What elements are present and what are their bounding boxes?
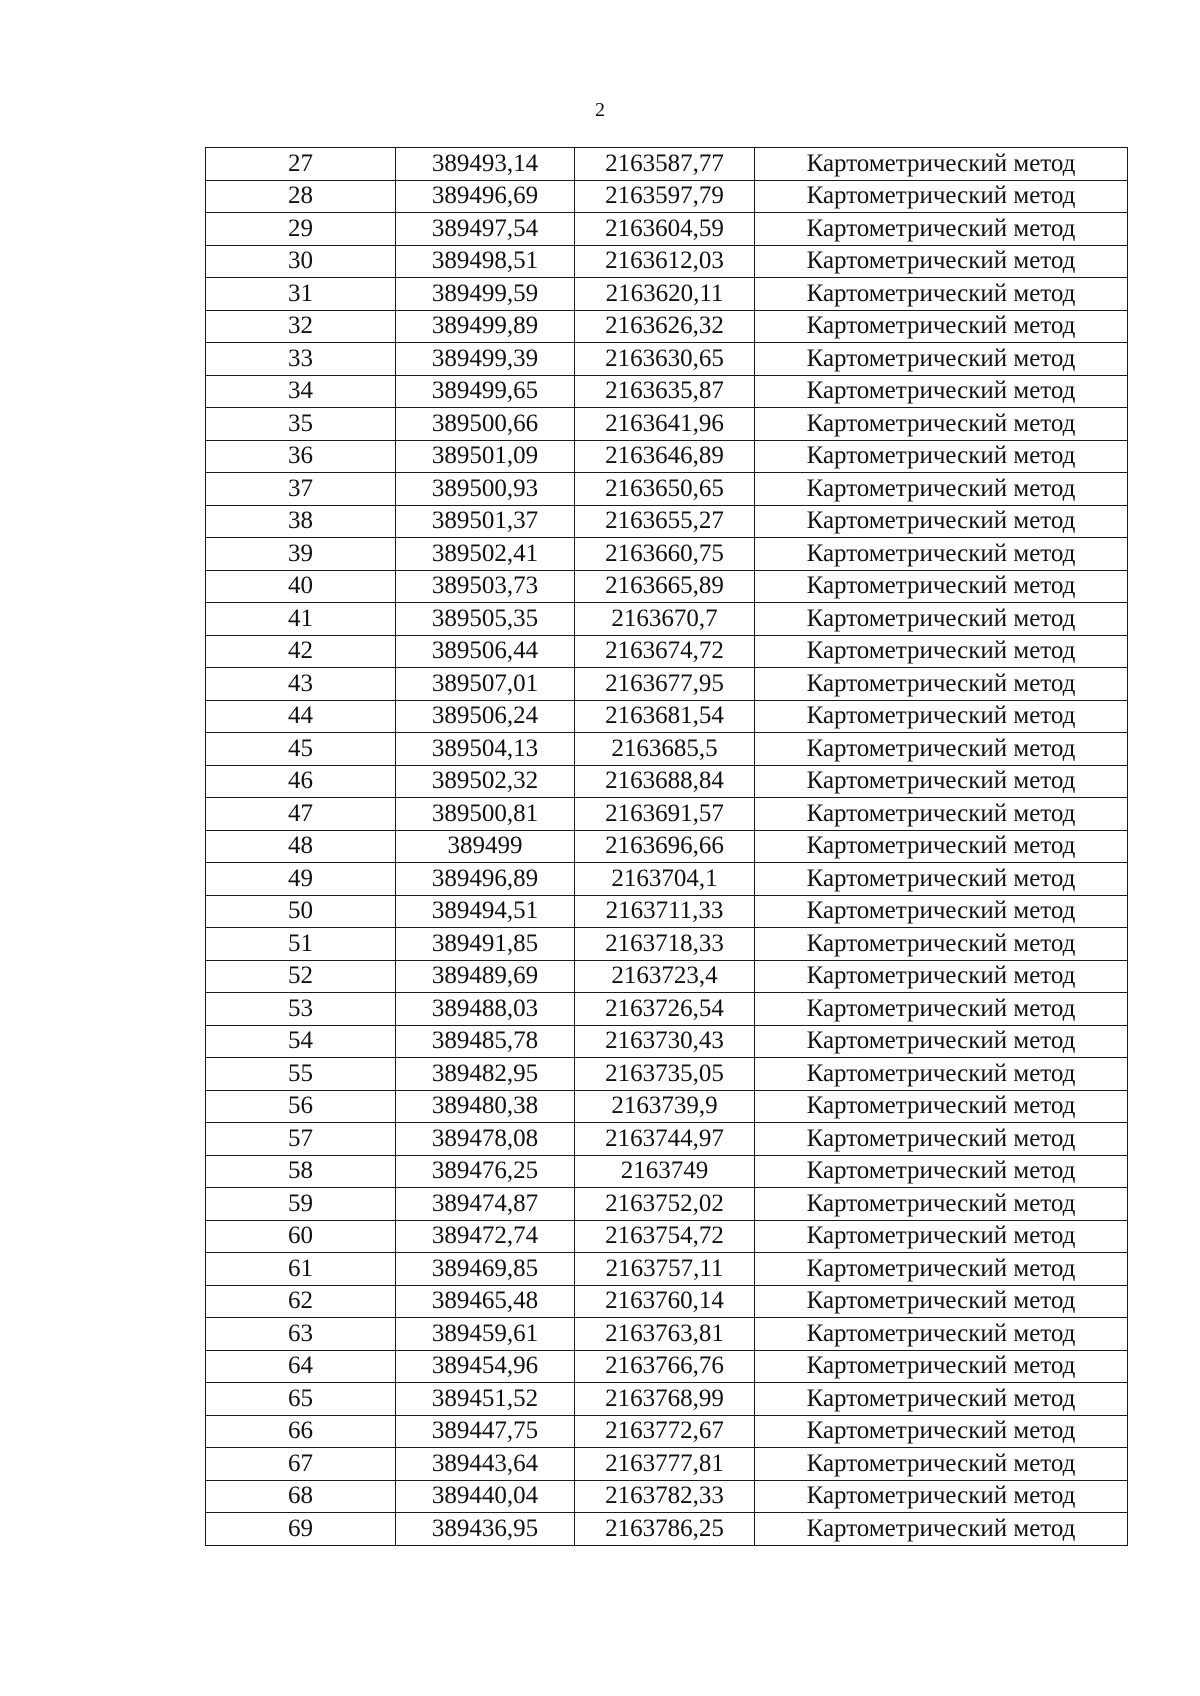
method-cell: Картометрический метод [755,1285,1128,1318]
point-number-cell: 34 [206,375,396,408]
y-coordinate-cell: 2163749 [575,1155,755,1188]
page-number: 2 [595,99,605,121]
table-row [206,603,1128,636]
y-coordinate-cell: 2163730,43 [575,1025,755,1058]
point-number-cell: 39 [206,538,396,571]
y-coordinate-cell: 2163587,77 [575,148,755,181]
y-coordinate-cell: 2163674,72 [575,635,755,668]
method-cell: Картометрический метод [755,408,1128,441]
point-number-cell: 37 [206,473,396,506]
y-coordinate-cell: 2163711,33 [575,895,755,928]
coordinates-table-body [206,148,1128,1546]
x-coordinate-cell: 389478,08 [396,1123,575,1156]
table-row [206,408,1128,441]
method-cell: Картометрический метод [755,1058,1128,1091]
y-coordinate-cell: 2163735,05 [575,1058,755,1091]
method-cell: Картометрический метод [755,863,1128,896]
table-row [206,1383,1128,1416]
table-row [206,1220,1128,1253]
point-number-cell: 49 [206,863,396,896]
method-cell: Картометрический метод [755,700,1128,733]
y-coordinate-cell: 2163650,65 [575,473,755,506]
point-number-cell: 47 [206,798,396,831]
y-coordinate-cell: 2163630,65 [575,343,755,376]
point-number-cell: 68 [206,1480,396,1513]
point-number-cell: 64 [206,1350,396,1383]
x-coordinate-cell: 389499,39 [396,343,575,376]
x-coordinate-cell: 389496,69 [396,180,575,213]
method-cell: Картометрический метод [755,213,1128,246]
y-coordinate-cell: 2163786,25 [575,1513,755,1546]
y-coordinate-cell: 2163718,33 [575,928,755,961]
y-coordinate-cell: 2163655,27 [575,505,755,538]
method-cell: Картометрический метод [755,570,1128,603]
point-number-cell: 41 [206,603,396,636]
y-coordinate-cell: 2163760,14 [575,1285,755,1318]
x-coordinate-cell: 389496,89 [396,863,575,896]
table-row [206,375,1128,408]
point-number-cell: 36 [206,440,396,473]
point-number-cell: 32 [206,310,396,343]
point-number-cell: 40 [206,570,396,603]
y-coordinate-cell: 2163739,9 [575,1090,755,1123]
x-coordinate-cell: 389504,13 [396,733,575,766]
point-number-cell: 31 [206,278,396,311]
table-row [206,1058,1128,1091]
point-number-cell: 30 [206,245,396,278]
y-coordinate-cell: 2163723,4 [575,960,755,993]
x-coordinate-cell: 389507,01 [396,668,575,701]
x-coordinate-cell: 389498,51 [396,245,575,278]
point-number-cell: 58 [206,1155,396,1188]
point-number-cell: 57 [206,1123,396,1156]
table-row [206,473,1128,506]
y-coordinate-cell: 2163641,96 [575,408,755,441]
table-row [206,310,1128,343]
y-coordinate-cell: 2163763,81 [575,1318,755,1351]
table-row [206,440,1128,473]
point-number-cell: 53 [206,993,396,1026]
x-coordinate-cell: 389502,32 [396,765,575,798]
method-cell: Картометрический метод [755,960,1128,993]
point-number-cell: 51 [206,928,396,961]
table-row [206,245,1128,278]
x-coordinate-cell: 389491,85 [396,928,575,961]
table-row [206,1090,1128,1123]
method-cell: Картометрический метод [755,1448,1128,1481]
method-cell: Картометрический метод [755,440,1128,473]
x-coordinate-cell: 389499 [396,830,575,863]
table-row [206,1350,1128,1383]
y-coordinate-cell: 2163704,1 [575,863,755,896]
x-coordinate-cell: 389494,51 [396,895,575,928]
y-coordinate-cell: 2163597,79 [575,180,755,213]
table-row [206,798,1128,831]
x-coordinate-cell: 389469,85 [396,1253,575,1286]
x-coordinate-cell: 389447,75 [396,1415,575,1448]
y-coordinate-cell: 2163691,57 [575,798,755,831]
x-coordinate-cell: 389482,95 [396,1058,575,1091]
x-coordinate-cell: 389501,37 [396,505,575,538]
y-coordinate-cell: 2163766,76 [575,1350,755,1383]
y-coordinate-cell: 2163772,67 [575,1415,755,1448]
method-cell: Картометрический метод [755,1480,1128,1513]
method-cell: Картометрический метод [755,830,1128,863]
y-coordinate-cell: 2163768,99 [575,1383,755,1416]
point-number-cell: 66 [206,1415,396,1448]
point-number-cell: 60 [206,1220,396,1253]
point-number-cell: 43 [206,668,396,701]
method-cell: Картометрический метод [755,1513,1128,1546]
coordinates-table [205,147,1128,1546]
y-coordinate-cell: 2163646,89 [575,440,755,473]
method-cell: Картометрический метод [755,1188,1128,1221]
x-coordinate-cell: 389500,81 [396,798,575,831]
table-row [206,1480,1128,1513]
method-cell: Картометрический метод [755,245,1128,278]
x-coordinate-cell: 389499,65 [396,375,575,408]
y-coordinate-cell: 2163744,97 [575,1123,755,1156]
method-cell: Картометрический метод [755,1090,1128,1123]
y-coordinate-cell: 2163757,11 [575,1253,755,1286]
point-number-cell: 45 [206,733,396,766]
table-row [206,180,1128,213]
method-cell: Картометрический метод [755,1155,1128,1188]
table-row [206,538,1128,571]
method-cell: Картометрический метод [755,603,1128,636]
x-coordinate-cell: 389485,78 [396,1025,575,1058]
y-coordinate-cell: 2163726,54 [575,993,755,1026]
table-row [206,635,1128,668]
table-row [206,1415,1128,1448]
point-number-cell: 50 [206,895,396,928]
table-row [206,148,1128,181]
table-row [206,700,1128,733]
x-coordinate-cell: 389489,69 [396,960,575,993]
x-coordinate-cell: 389500,66 [396,408,575,441]
y-coordinate-cell: 2163685,5 [575,733,755,766]
x-coordinate-cell: 389459,61 [396,1318,575,1351]
method-cell: Картометрический метод [755,1415,1128,1448]
table-row [206,1513,1128,1546]
x-coordinate-cell: 389474,87 [396,1188,575,1221]
y-coordinate-cell: 2163777,81 [575,1448,755,1481]
method-cell: Картометрический метод [755,1383,1128,1416]
x-coordinate-cell: 389451,52 [396,1383,575,1416]
point-number-cell: 29 [206,213,396,246]
table-row [206,993,1128,1026]
method-cell: Картометрический метод [755,1123,1128,1156]
method-cell: Картометрический метод [755,635,1128,668]
method-cell: Картометрический метод [755,1025,1128,1058]
x-coordinate-cell: 389443,64 [396,1448,575,1481]
point-number-cell: 52 [206,960,396,993]
table-row [206,830,1128,863]
method-cell: Картометрический метод [755,668,1128,701]
point-number-cell: 59 [206,1188,396,1221]
method-cell: Картометрический метод [755,473,1128,506]
y-coordinate-cell: 2163681,54 [575,700,755,733]
method-cell: Картометрический метод [755,895,1128,928]
y-coordinate-cell: 2163620,11 [575,278,755,311]
y-coordinate-cell: 2163752,02 [575,1188,755,1221]
method-cell: Картометрический метод [755,1253,1128,1286]
table-row [206,1155,1128,1188]
method-cell: Картометрический метод [755,310,1128,343]
method-cell: Картометрический метод [755,375,1128,408]
point-number-cell: 65 [206,1383,396,1416]
method-cell: Картометрический метод [755,505,1128,538]
method-cell: Картометрический метод [755,180,1128,213]
y-coordinate-cell: 2163626,32 [575,310,755,343]
y-coordinate-cell: 2163670,7 [575,603,755,636]
point-number-cell: 28 [206,180,396,213]
table-row [206,895,1128,928]
point-number-cell: 61 [206,1253,396,1286]
x-coordinate-cell: 389499,59 [396,278,575,311]
table-row [206,765,1128,798]
y-coordinate-cell: 2163782,33 [575,1480,755,1513]
x-coordinate-cell: 389502,41 [396,538,575,571]
method-cell: Картометрический метод [755,1318,1128,1351]
x-coordinate-cell: 389506,44 [396,635,575,668]
table-row [206,343,1128,376]
table-row [206,733,1128,766]
method-cell: Картометрический метод [755,1220,1128,1253]
table-row [206,1285,1128,1318]
table-row [206,1448,1128,1481]
x-coordinate-cell: 389436,95 [396,1513,575,1546]
y-coordinate-cell: 2163688,84 [575,765,755,798]
point-number-cell: 42 [206,635,396,668]
x-coordinate-cell: 389440,04 [396,1480,575,1513]
x-coordinate-cell: 389503,73 [396,570,575,603]
method-cell: Картометрический метод [755,993,1128,1026]
point-number-cell: 62 [206,1285,396,1318]
point-number-cell: 56 [206,1090,396,1123]
x-coordinate-cell: 389476,25 [396,1155,575,1188]
x-coordinate-cell: 389454,96 [396,1350,575,1383]
point-number-cell: 48 [206,830,396,863]
table-row [206,928,1128,961]
point-number-cell: 46 [206,765,396,798]
y-coordinate-cell: 2163612,03 [575,245,755,278]
y-coordinate-cell: 2163635,87 [575,375,755,408]
method-cell: Картометрический метод [755,343,1128,376]
x-coordinate-cell: 389472,74 [396,1220,575,1253]
method-cell: Картометрический метод [755,928,1128,961]
table-row [206,668,1128,701]
method-cell: Картометрический метод [755,278,1128,311]
table-row [206,1188,1128,1221]
x-coordinate-cell: 389500,93 [396,473,575,506]
y-coordinate-cell: 2163604,59 [575,213,755,246]
method-cell: Картометрический метод [755,765,1128,798]
x-coordinate-cell: 389501,09 [396,440,575,473]
point-number-cell: 55 [206,1058,396,1091]
table-row [206,1253,1128,1286]
x-coordinate-cell: 389465,48 [396,1285,575,1318]
method-cell: Картометрический метод [755,538,1128,571]
x-coordinate-cell: 389506,24 [396,700,575,733]
point-number-cell: 38 [206,505,396,538]
x-coordinate-cell: 389497,54 [396,213,575,246]
x-coordinate-cell: 389480,38 [396,1090,575,1123]
table-row [206,1318,1128,1351]
table-row [206,1025,1128,1058]
table-row [206,863,1128,896]
point-number-cell: 33 [206,343,396,376]
y-coordinate-cell: 2163665,89 [575,570,755,603]
table-row [206,213,1128,246]
y-coordinate-cell: 2163696,66 [575,830,755,863]
table-row [206,278,1128,311]
y-coordinate-cell: 2163754,72 [575,1220,755,1253]
point-number-cell: 35 [206,408,396,441]
method-cell: Картометрический метод [755,733,1128,766]
method-cell: Картометрический метод [755,148,1128,181]
table-row [206,505,1128,538]
table-row [206,960,1128,993]
x-coordinate-cell: 389488,03 [396,993,575,1026]
method-cell: Картометрический метод [755,798,1128,831]
x-coordinate-cell: 389499,89 [396,310,575,343]
point-number-cell: 54 [206,1025,396,1058]
x-coordinate-cell: 389505,35 [396,603,575,636]
y-coordinate-cell: 2163677,95 [575,668,755,701]
point-number-cell: 63 [206,1318,396,1351]
point-number-cell: 27 [206,148,396,181]
point-number-cell: 67 [206,1448,396,1481]
point-number-cell: 69 [206,1513,396,1546]
table-row [206,570,1128,603]
table-row [206,1123,1128,1156]
x-coordinate-cell: 389493,14 [396,148,575,181]
method-cell: Картометрический метод [755,1350,1128,1383]
y-coordinate-cell: 2163660,75 [575,538,755,571]
point-number-cell: 44 [206,700,396,733]
